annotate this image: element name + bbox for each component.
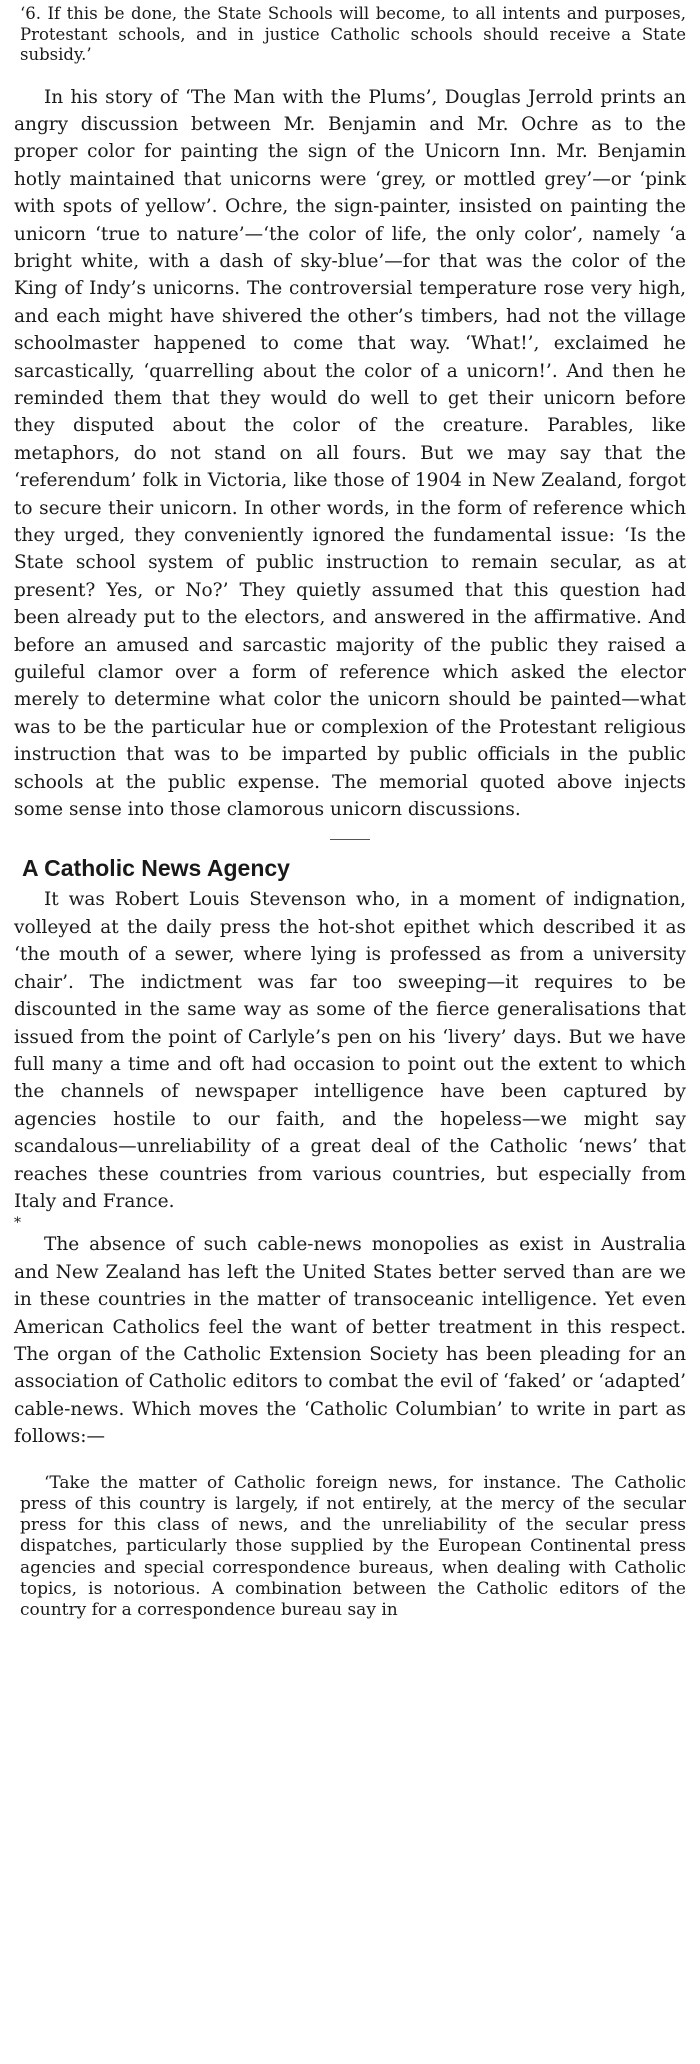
unicorn-parable-paragraph: In his story of ‘The Man with the Plums’, Douglas Jerrold prints an angry discussion between Mr. Benjamin and Mr. Ochre as to the proper color for painting the sign of the Unicorn Inn. Mr. Benjamin hotly maintained that unicorns were ‘grey, or mottled grey’—or ‘pink with spots of yellow’. Ochre, the sign-painter, insisted on painting the unicorn ‘true to nature’—‘the color of life, the only color’, namely ‘a bright white, with a dash of sky-blue’—for that was the color of the King of Indy’s unicorns. The controversial temperature rose very high, and each might have shivered the other’s timbers, had not the village schoolmaster happened to come that way. ‘What!’, exclaimed he sarcastically, ‘quarrelling about the color of a unicorn!’. And then he reminded them that they would do well to get their unicorn before they disputed about the color of the creature. Parables, like metaphors, do not stand on all fours. But we may say that the ‘referendum’ folk in Victoria, like those of 1904 in New Zealand, forgot to secure their unicorn. In other words, in the form of reference which they urged, they conveniently ignored the fundamental issue: ‘Is the State school system of public instruction to remain secular, as at present? Yes, or No?’ They quietly assumed that this question had been already put to the electors, and answered in the affirmative. And before an amused and sarcastic majority of the public they raised a guileful clamor over a form of reference which asked the elector merely to determine what color the unicorn should be painted—what was to be the particular hue or complexion of the Protestant religious instruction that was to be imparted by public officials in the public schools at the public expense. The memorial quoted above injects some sense into those clamorous unicorn discussions. xyxy=(14,86,686,821)
news-agency-paragraph-2: The absence of such cable-news monopolies as exist in Australia and New Zealand has left the United States better served than are we in these countries in the matter of transoceanic intelligence. Yet even American Catholics feel the want of better treatment in this respect. The organ of the Catholic Extension Society has been pleading for an association of Catholic editors to combat the evil of ‘faked’ or ‘adapted’ cable-news. Which moves the ‘Catholic Columbian’ to write in part as follows:— xyxy=(14,1234,686,1448)
section-heading: A Catholic News Agency xyxy=(22,855,290,882)
section-divider xyxy=(330,839,370,840)
newspaper-page xyxy=(14,0,686,1622)
news-agency-paragraph-1: It was Robert Louis Stevenson who, in a moment of indignation, volleyed at the daily press the hot-shot epithet which described it as ‘the mouth of a sewer, where lying is professed as from a university chair’. The indictment was far too sweeping—it requires to be discounted in the same way as some of the fierce generalisations that issued from the point of Carlyle’s pen on his ‘livery’ days. But we have full many a time and oft had occasion to point out the extent to which the channels of newspaper intelligence have been captured by agencies hostile to our faith, and the hopeless—we might say scandalous—unreliability of a great deal of the Catholic ‘news’ that reaches these countries from various countries, but especially from Italy and France. xyxy=(14,889,686,1212)
quoted-resolution-six: ‘6. If this be done, the State Schools will become, to all intents and purposes, Protestant schools, and in justice Catholic schools should receive a State subsidy.’ xyxy=(20,4,686,64)
asterisk-separator: * xyxy=(14,1215,21,1232)
catholic-columbian-quote: ‘Take the matter of Catholic foreign news, for instance. The Catholic press of this country is largely, if not entirely, at the mercy of the secular press for this class of news, and the unreliability of the secular press dispatches, particularly those supplied by the European Continental press agencies and special correspondence bureaus, when dealing with Catholic topics, is notorious. A combination between the Catholic editors of the country for a correspondence bureau say in xyxy=(20,1472,686,1621)
